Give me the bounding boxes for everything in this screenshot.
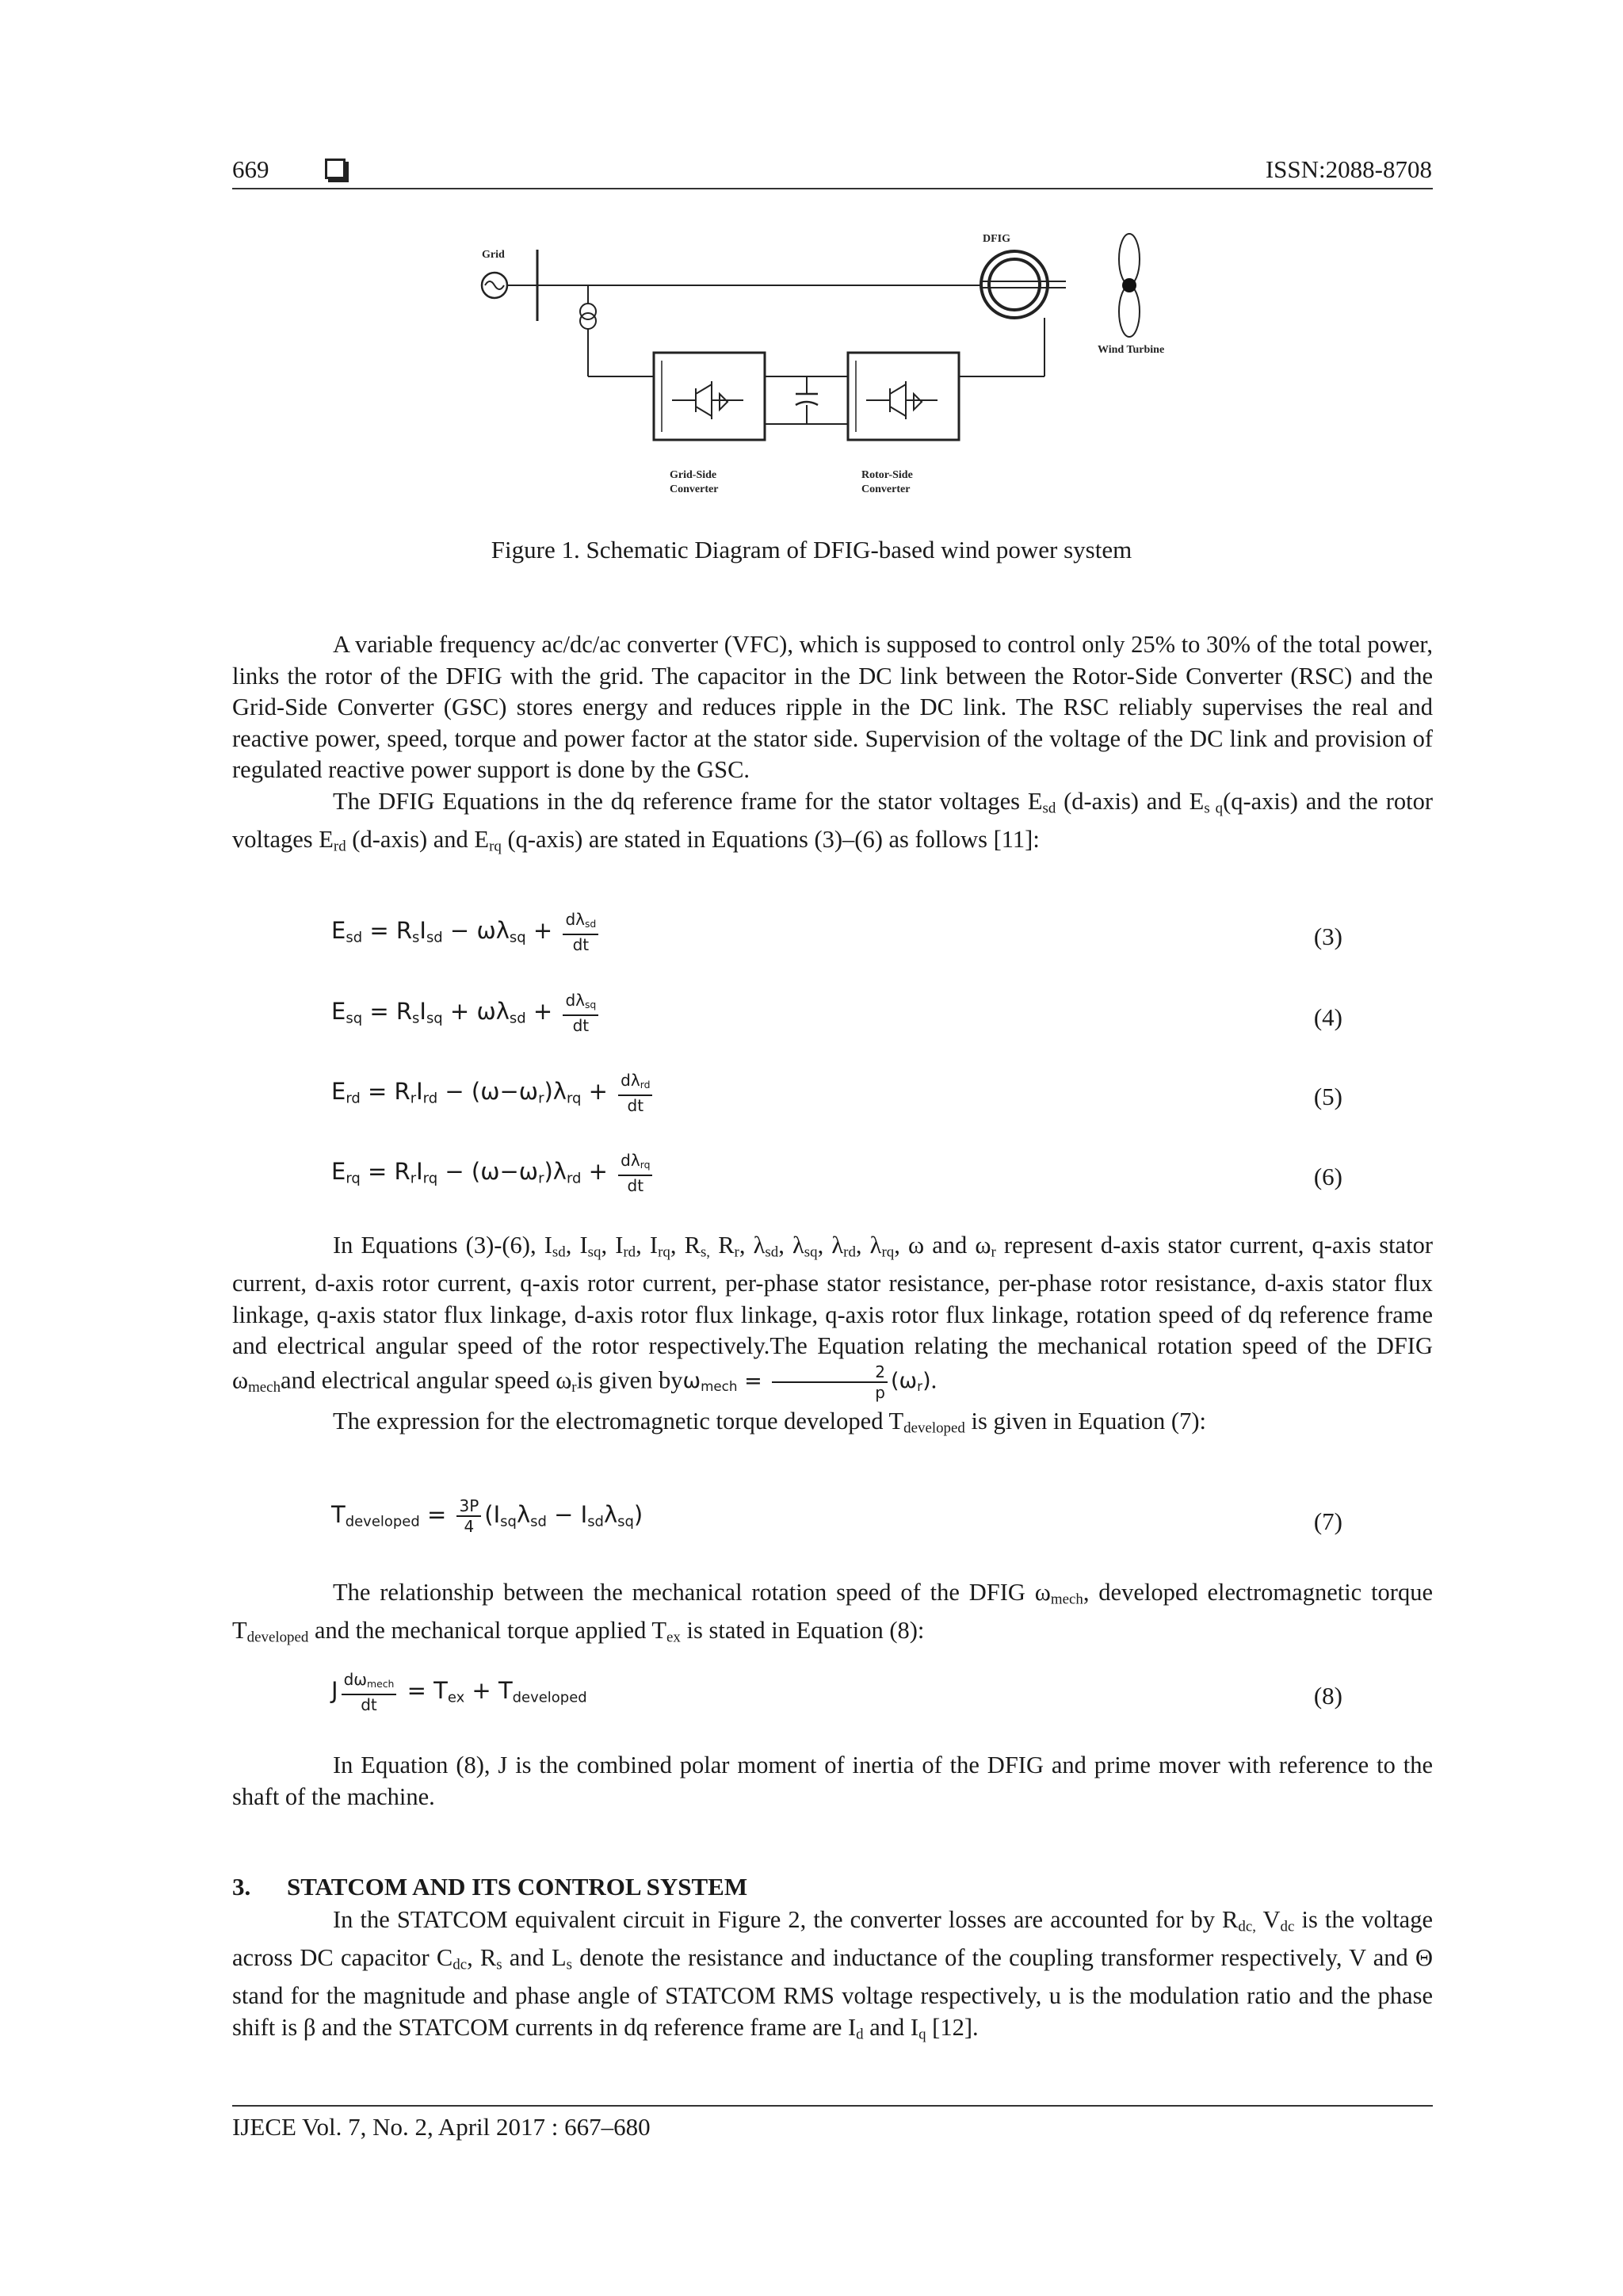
page-number: 669 — [232, 155, 269, 183]
paragraph-dfig-equations: The DFIG Equations in the dq reference frame for the stator voltages $E_{sd}$ (d-axis) and $E_{s q}(q-axis)$ and the rotor voltages $E_{rd}$ (d-axis) and $E_{rq}$ (q-axis) are stated in Equations (3)–(6) as follows [11]: — [232, 787, 1434, 855]
dfig-label: DFIG — [983, 233, 1010, 245]
section-number: 3. — [232, 1873, 251, 1901]
gsc-label-line2: Converter — [670, 483, 719, 495]
section-heading — [232, 1873, 747, 1901]
figure-caption: Figure 1. Schematic Diagram of DFIG-based wind power system — [491, 536, 1132, 563]
equation-number-5: (5) — [1313, 1083, 1342, 1110]
body-block-3 — [232, 1577, 1433, 1653]
issn: ISSN:2088-8708 — [1265, 155, 1432, 183]
equation-3: $E_{sd} = R_sI_{sd} - \omega\lambda_{sq}$ + $\frac{d\lambda_{sd}}{dt}$ — [331, 910, 601, 954]
body-block-1 — [232, 629, 1433, 862]
equation-7: $T_{developed}$ = $\frac{3P}{4}$ $(I_{sq}\lambda_{sd} - I_{sd}\lambda_{sq})$ — [331, 1496, 643, 1536]
rotor-side-converter-box — [848, 353, 959, 440]
equation-number-8: (8) — [1313, 1682, 1342, 1710]
wind-turbine-icon — [1119, 234, 1140, 337]
equation-8: J $\frac{d\omega_{mech}}{dt}$ = $T_{ex} + T_{developed}$ — [331, 1670, 587, 1715]
equation-5: $E_{rd} = R_rI_{rd} - (\omega-\omega_r)\lambda_{rq}$ + $\frac{d\lambda_{rd}}{dt}$ — [331, 1071, 655, 1115]
wind-turbine-label: Wind Turbine — [1098, 344, 1165, 356]
equation-number-7: (7) — [1313, 1507, 1342, 1535]
dfig-schematic-diagram — [468, 226, 1197, 499]
transformer-icon — [580, 304, 596, 319]
dfig-machine-icon — [981, 251, 1048, 318]
rsc-label-line2: Converter — [861, 483, 911, 495]
body-block-4 — [232, 1750, 1433, 1813]
footer-citation: IJECE Vol. 7, No. 2, April 2017 : 667–680 — [232, 2113, 651, 2141]
equation-number-4: (4) — [1313, 1003, 1342, 1031]
equation-6: $E_{rq} = R_rI_{rq} - (\omega-\omega_r)\lambda_{rd}$ + $\frac{d\lambda_{rq}}{dt}$ — [331, 1151, 655, 1195]
paragraph-variable-definitions: In Equations (3)-(6), $I_{sd}$, $I_{sq}$, $I_{rd}$, $I_{rq}$, $R_{s,}$ $R_r$, $\lambda_{sd}$, $\lambda_{sq}$, $\lambda_{rd}$, $\lambda_{rq}$, ω and $\omega_r$ represent d-axis stator current, q-axis stator current, d-axis rotor current, q-axis rotor current, per-phase stator resistance, per-phase rotor resistance, d-axis stator flux linkage, q-axis stator flux linkage, d-axis rotor flux linkage, q-axis rotor flux linkage, rotation speed of dq reference frame and electrical angular speed of the rotor respectively.The Equation relating the mechanical rotation speed of the DFIG $\omega_{mech}and$ electrical angular speed $\omega_ris$ given byω$_{mech}$ = $\frac{2}{p}$ $(\omega_r)$. — [232, 1232, 1433, 1402]
equation-number-6: (6) — [1313, 1163, 1342, 1190]
footer-rule — [232, 2105, 1433, 2107]
paragraph-torque-expression: The expression for the electromagnetic torque developed $T_{developed}$ is given in Equation (7): — [333, 1408, 1206, 1438]
body-block-5 — [232, 1904, 1433, 2050]
paragraph-statcom-circuit: In the STATCOM equivalent circuit in Figure 2, the converter losses are accounted for by $R_{dc,}$ $V_{dc}$ is the voltage across DC capacitor $C_{dc}$, $R_s$ and $L_s$ denote the resistance and inductance of the coupling transformer respectively, V and Θ stand for the magnitude and phase angle of STATCOM RMS voltage respectively, u is the modulation ratio and the phase shift is β and the STATCOM currents in dq reference frame are $I_d$ and $I_q$ [12]. — [232, 1906, 1434, 2043]
equation-number-3: (3) — [1313, 923, 1342, 950]
header-rule — [232, 188, 1433, 189]
gsc-label-line1: Grid-Side — [670, 469, 717, 481]
paragraph-mechanical-relationship: The relationship between the mechanical rotation speed of the DFIG $\omega_{mech}$, developed electromagnetic torque $T_{developed}$ and the mechanical torque applied $T_{ex}$ is stated in Equation (8): — [232, 1579, 1433, 1646]
grid-label: Grid — [482, 249, 505, 261]
square-bullet-icon — [325, 159, 346, 179]
equation-4: $E_{sq} = R_sI_{sq} + \omega\lambda_{sd}$ + $\frac{d\lambda_{sq}}{dt}$ — [331, 991, 601, 1035]
paragraph-vfc: A variable frequency ac/dc/ac converter (VFC), which is supposed to control only 25% to 30% of the total power, links the rotor of the DFIG with the grid. The capacitor in the DC link between the Rotor-Side Converter (RSC) and the Grid-Side Converter (GSC) stores energy and reduces ripple in the DC link. The RSC reliably supervises the real and reactive power, speed, torque and power factor at the stator side. Supervision of the voltage of the DC link and provision of regulated reactive power support is done by the GSC. — [232, 631, 1433, 783]
rsc-label-line1: Rotor-Side — [861, 469, 913, 481]
body-block-2 — [232, 1230, 1433, 1445]
section-title: STATCOM AND ITS CONTROL SYSTEM — [287, 1873, 748, 1901]
paragraph-inertia: In Equation (8), J is the combined polar moment of inertia of the DFIG and prime mover with reference to the shaft of the machine. — [232, 1752, 1433, 1810]
grid-side-converter-box — [654, 353, 765, 440]
